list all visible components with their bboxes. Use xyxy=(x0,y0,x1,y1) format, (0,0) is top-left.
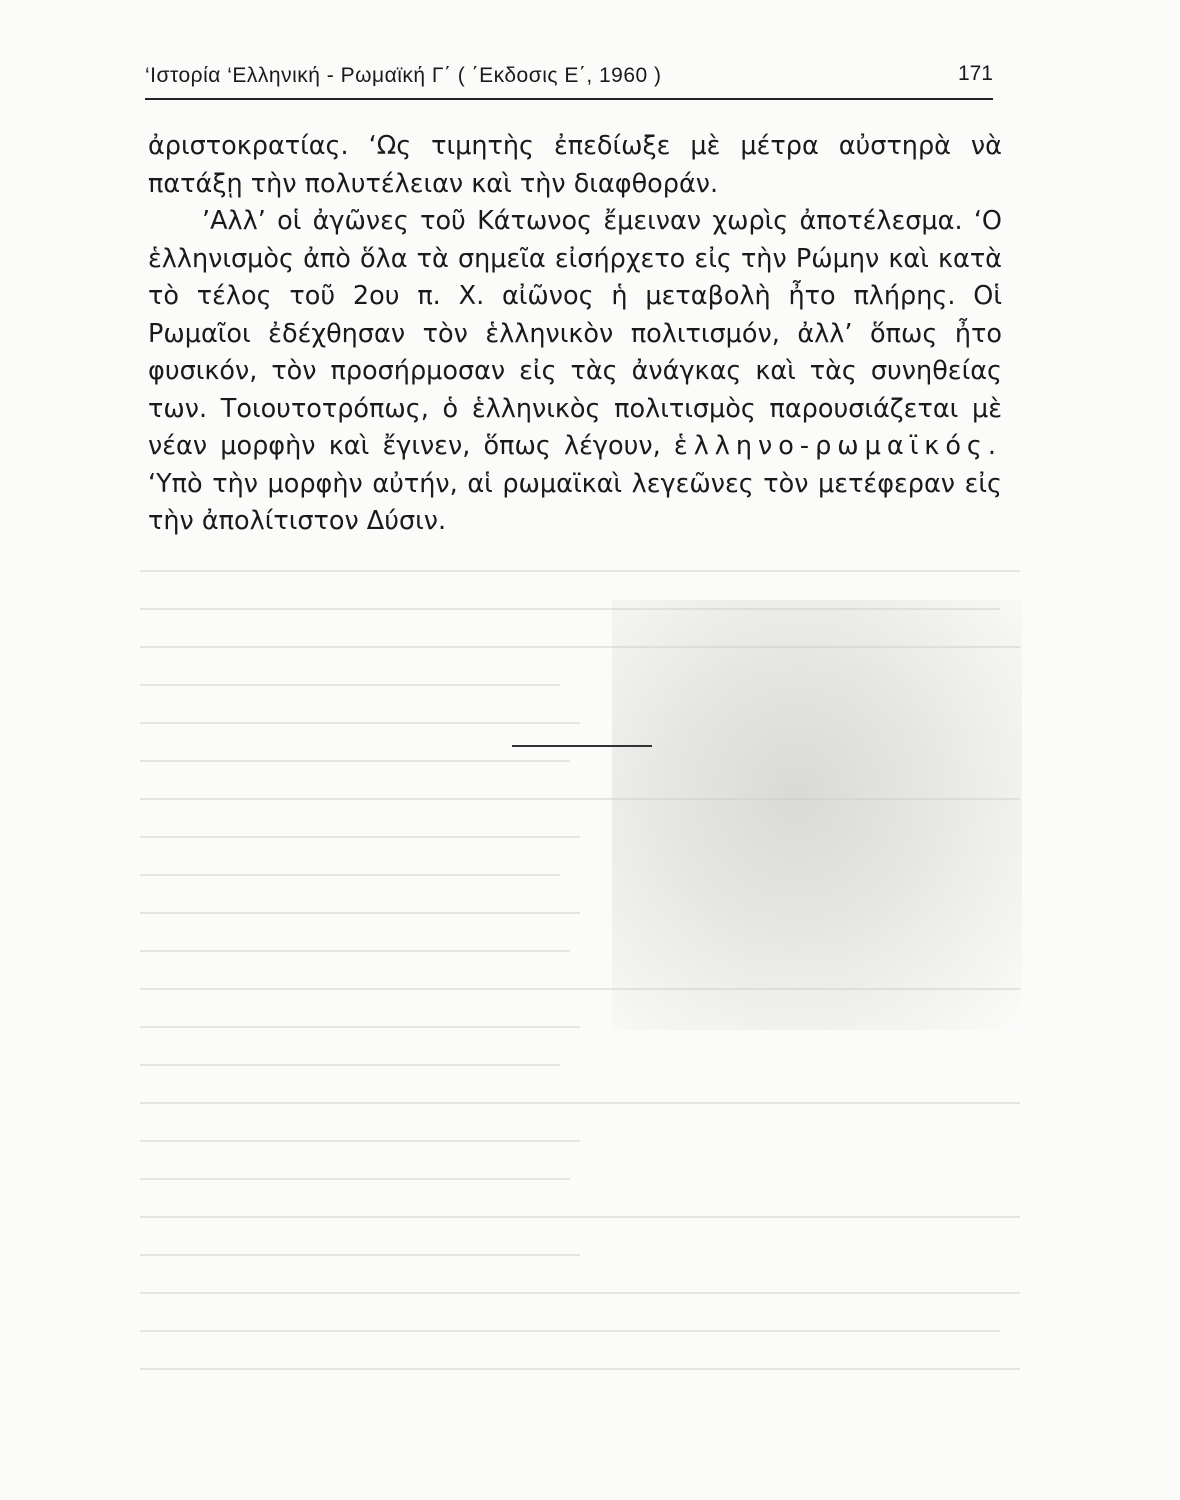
page-number: 171 xyxy=(957,62,993,85)
section-divider xyxy=(512,745,652,747)
bleed-through-text xyxy=(140,560,1020,1380)
paragraph-1: ἀριστοκρατίας. ‘Ως τιμητὴς ἐπεδίωξε μὲ μέτρα αὐστηρὰ νὰ πατάξῃ τὴν πολυτέλειαν καὶ τὴν διαφθοράν. xyxy=(148,131,1002,199)
running-header xyxy=(145,62,993,100)
paragraph-2-continuation: ‘Υπὸ τὴν μορφὴν αὐτήν, αἱ ρωμαϊκαὶ λεγεῶνες τὸν μετέφεραν εἰς τὴν ἀπολίτιστον Δύσιν. xyxy=(148,468,1002,536)
body-text xyxy=(148,128,1002,541)
spaced-term: ἑλληνο-ρωμαϊκός. xyxy=(673,431,1002,461)
paragraph-2-text: ’Αλλ’ οἱ ἀγῶνες τοῦ Κάτωνος ἔμειναν χωρὶς ἀποτέλεσμα. ‘Ο ἑλληνισμὸς ἀπὸ ὅλα τὰ σημεῖα εἰσήρχετο εἰς τὴν Ρώμην καὶ κατὰ τὸ τέλος τοῦ 2ου π. Χ. αἰῶνος ἡ μεταβολὴ ἦτο πλήρης. Οἱ Ρωμαῖοι ἐδέχθησαν τὸν ἑλληνικὸν πολιτισμόν, ἀλλ’ ὅπως ἦτο φυσικόν, τὸν προσήρμοσαν εἰς τὰς ἀνάγκας καὶ τὰς συνηθείας των. Τοιουτοτρόπως, ὁ ἑλληνικὸς πολιτισμὸς παρουσιάζεται μὲ νέαν μορφὴν καὶ ἔγινεν, ὅπως λέγουν, xyxy=(148,206,1002,461)
header-title: ‘Ιστορία ‘Ελληνική - Ρωμαϊκή Γ΄ ( ΄Εκδοσις Ε΄, 1960 ) xyxy=(145,64,662,87)
paragraph-2 xyxy=(148,203,1002,541)
